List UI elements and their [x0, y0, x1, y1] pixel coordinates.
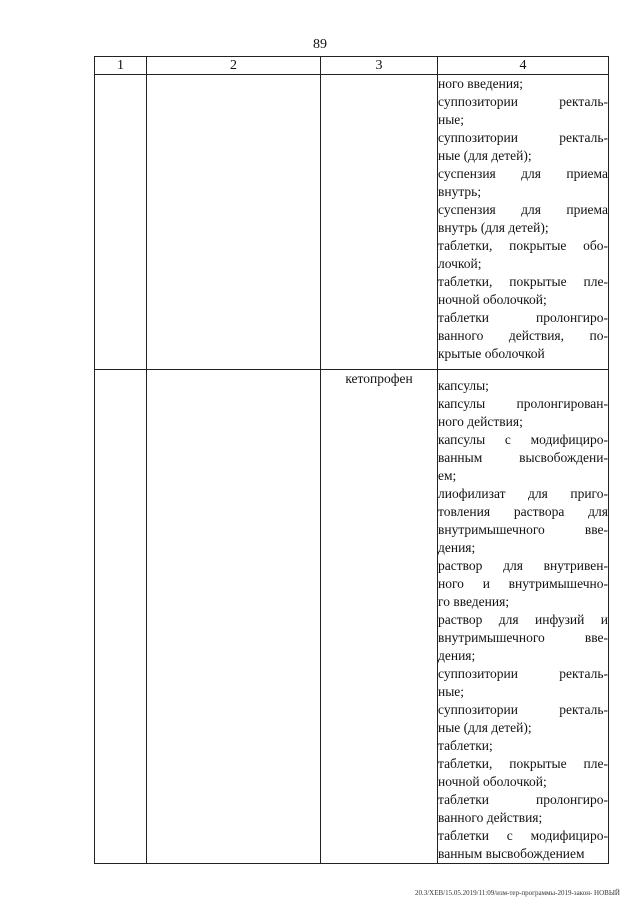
dosage-form-line: лиофилизат для приго-	[438, 486, 608, 501]
dosage-form-line: суппозитории ректаль-	[438, 94, 608, 109]
dosage-form-line: раствор для инфузий и	[438, 612, 608, 627]
dosage-form-line: внутримышечного вве-	[438, 630, 608, 645]
column-header-1: 1	[95, 57, 147, 75]
dosage-form-line: таблетки, покрытые пле-	[438, 274, 608, 289]
dosage-form-line: таблетки, покрытые обо-	[438, 238, 608, 253]
dosage-form-line: суппозитории ректаль-	[438, 130, 608, 145]
dosage-form-line: ем;	[438, 468, 457, 483]
document-footer: 20.3/ХЕВ/15.05.2019/11:09/изм-тер-программы-2019-закон- НОВЫЙ	[414, 889, 620, 897]
row2-col1	[95, 370, 147, 864]
dosage-form-line: крытые оболочкой	[438, 346, 545, 361]
dosage-form-line: внутрь (для детей);	[438, 220, 549, 235]
column-header-2: 2	[147, 57, 321, 75]
dosage-form-line: товления раствора для	[438, 504, 608, 519]
dosage-form-line: таблетки с модифициро-	[438, 828, 608, 843]
dosage-form-line: ные;	[438, 112, 465, 127]
column-header-4: 4	[438, 57, 609, 75]
dosage-form-line: ванного действия, по-	[438, 328, 608, 343]
dosage-form-line: капсулы;	[438, 378, 489, 393]
dosage-form-line: ные;	[438, 684, 465, 699]
dosage-form-line: суппозитории ректаль-	[438, 702, 608, 717]
dosage-form-line: раствор для внутривен-	[438, 558, 608, 573]
drug-table	[94, 56, 609, 864]
row1-col2	[147, 75, 321, 370]
dosage-form-line: капсулы пролонгирован-	[438, 396, 608, 411]
column-header-3: 3	[321, 57, 438, 75]
dosage-form-line: ные (для детей);	[438, 148, 532, 163]
dosage-form-line: таблетки пролонгиро-	[438, 792, 608, 807]
dosage-form-line: капсулы с модифициро-	[438, 432, 608, 447]
dosage-form-line: внутримышечного вве-	[438, 522, 608, 537]
dosage-form-line: таблетки;	[438, 738, 493, 753]
dosage-form-line: ночной оболочкой;	[438, 292, 547, 307]
dosage-form-line: дения;	[438, 648, 476, 663]
dosage-form-line: ного действия;	[438, 414, 523, 429]
dosage-form-line: внутрь;	[438, 184, 482, 199]
row1-col1	[95, 75, 147, 370]
dosage-form-line: ного введения;	[438, 76, 524, 91]
table-row	[95, 75, 609, 370]
dosage-form-line: ного и внутримышечно-	[438, 576, 608, 591]
row2-drug-name: кетопрофен	[321, 370, 438, 864]
dosage-form-line: таблетки пролонгиро-	[438, 310, 608, 325]
dosage-form-line: го введения;	[438, 594, 510, 609]
dosage-form-line: суспензия для приема	[438, 202, 608, 217]
dosage-form-line: ванным высвобождени-	[438, 450, 608, 465]
dosage-form-line: таблетки, покрытые пле-	[438, 756, 608, 771]
dosage-form-line: ванного действия;	[438, 810, 543, 825]
dosage-form-line: дения;	[438, 540, 476, 555]
dosage-form-line: суппозитории ректаль-	[438, 666, 608, 681]
table-header-row	[95, 57, 609, 75]
dosage-form-line: лочкой;	[438, 256, 482, 271]
dosage-form-line: суспензия для приема	[438, 166, 608, 181]
dosage-form-line: ванным высвобождением	[438, 846, 585, 861]
page-number: 89	[313, 37, 327, 52]
row2-col2	[147, 370, 321, 864]
row2-dosage-forms	[438, 370, 609, 864]
dosage-form-line: ные (для детей);	[438, 720, 532, 735]
row1-dosage-forms	[438, 75, 609, 370]
dosage-form-line: ночной оболочкой;	[438, 774, 547, 789]
row1-drug-name	[321, 75, 438, 370]
table-row	[95, 370, 609, 864]
